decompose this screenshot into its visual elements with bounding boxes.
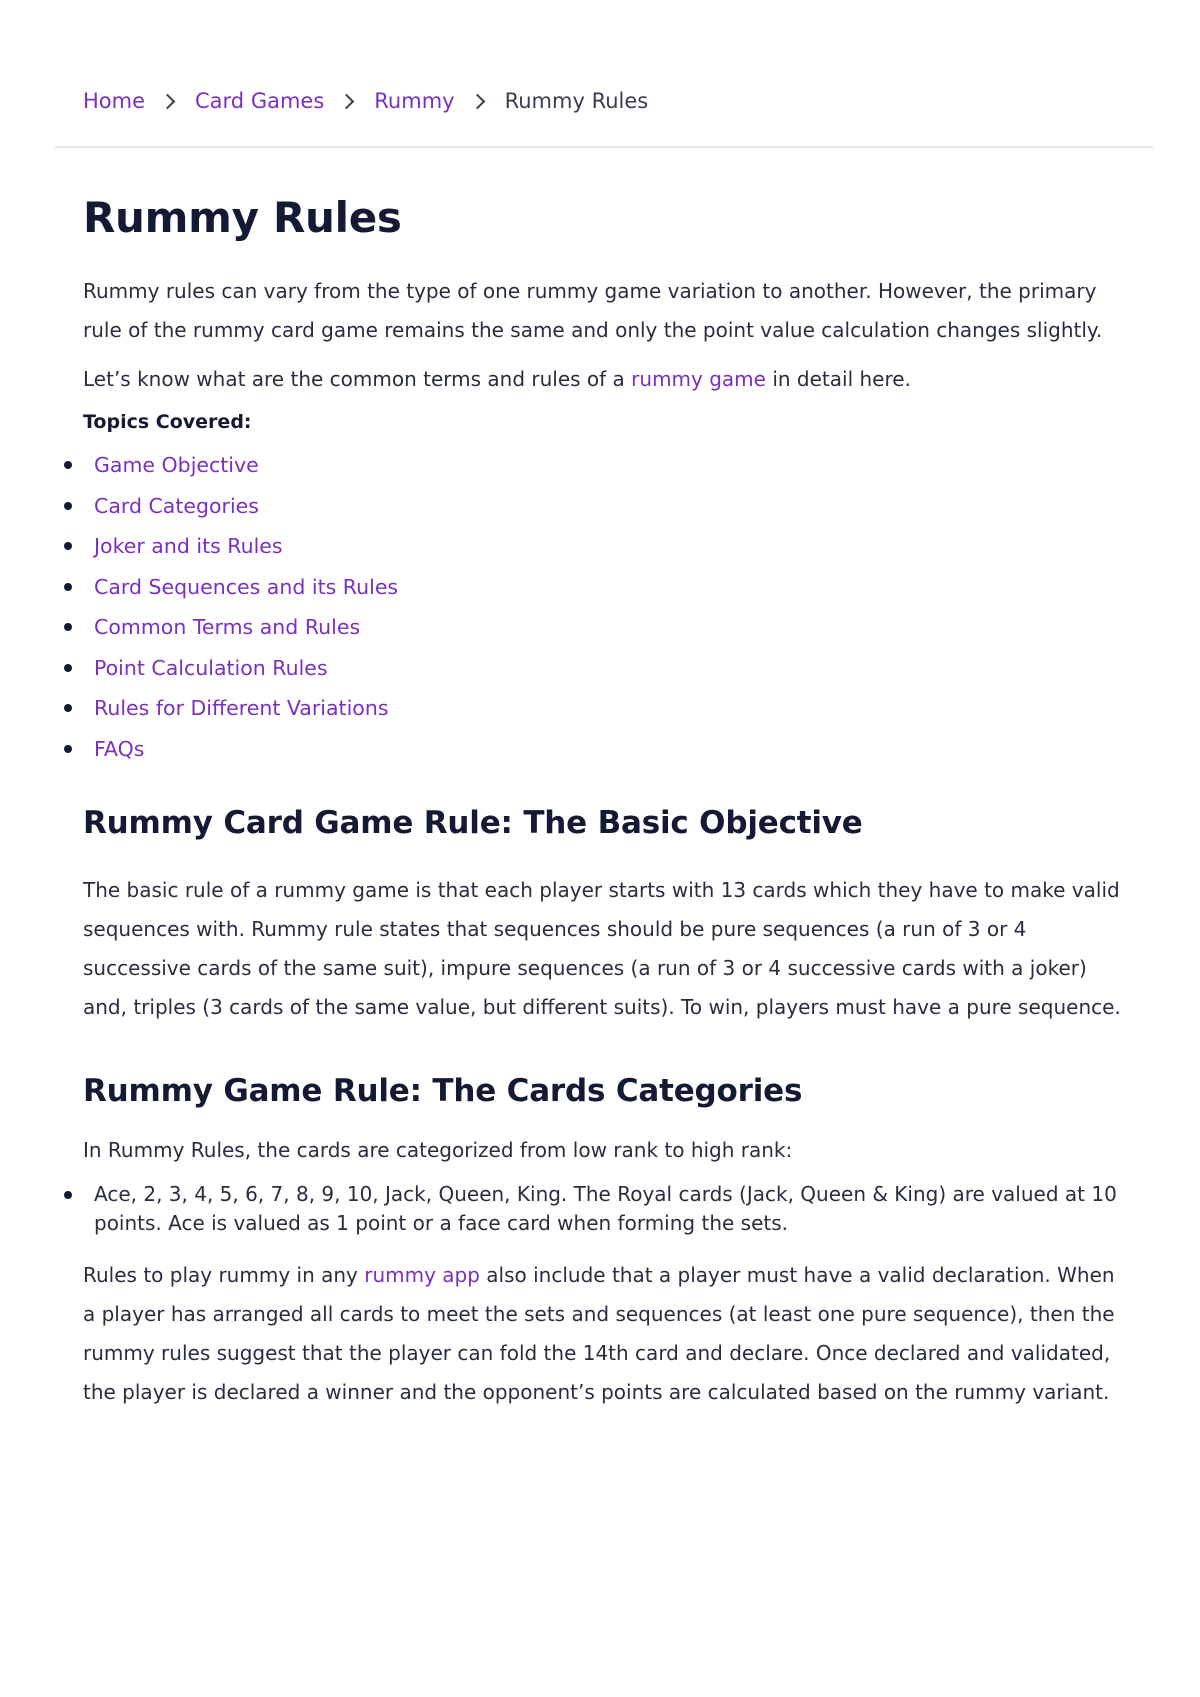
bullet-icon [64,623,72,631]
rummy-game-link[interactable]: rummy game [631,367,766,391]
list-item [64,486,1123,527]
topic-link-card-categories[interactable]: Card Categories [94,493,259,518]
topic-link-point-calculation[interactable]: Point Calculation Rules [94,655,328,680]
declaration-paragraph [83,1256,1123,1412]
page-title: Rummy Rules [83,193,402,242]
intro-text-end: in detail here. [765,367,911,391]
intro-paragraph: Rummy rules can vary from the type of one rummy game variation to another. However, the primary rule of the rummy card game remains the same and only the point value calculation changes slightly. [83,279,1103,342]
bullet-icon [64,1191,72,1199]
list-item [64,688,1123,729]
article-content [83,188,1123,1412]
declaration-text-end: also include that a player must have a valid declaration. When a player has arranged all cards to meet the sets and sequences (at least one pure sequence), then the rummy rules suggest that the player can fold the 14th card and declare. Once declared and validated, the player is declared a winner and the opponent’s points are calculated based on the rummy variant. [83,1263,1115,1404]
chevron-right-icon [339,93,355,109]
intro-text: Let’s know what are the common terms and rules of a [83,367,632,391]
topics-label: Topics Covered: [83,411,252,433]
topics-list [64,445,1123,769]
section-heading-categories: Rummy Game Rule: The Cards Categories [83,1073,803,1109]
card-rank-list [64,1180,1123,1238]
bullet-icon [64,583,72,591]
intro-paragraph-2 [83,360,1123,399]
rummy-app-link[interactable]: rummy app [364,1263,480,1287]
breadcrumb-current: Rummy Rules [504,89,649,113]
list-item [64,567,1123,608]
chevron-right-icon [160,93,176,109]
list-item [64,648,1123,689]
section-heading-objective: Rummy Card Game Rule: The Basic Objective [83,805,863,841]
bullet-icon [64,502,72,510]
header-divider [55,146,1153,148]
bullet-icon [64,664,72,672]
list-item [64,607,1123,648]
topic-link-variations[interactable]: Rules for Different Variations [94,696,389,720]
objective-paragraph: The basic rule of a rummy game is that each player starts with 13 cards which they have to make valid sequences with. Rummy rule states that sequences should be pure sequences (a run of 3 or 4 successive cards of the same suit), impure sequences (a run of 3 or 4 successive cards with a joker) and, triples (3 cards of the same value, but different suits). To win, players must have a pure sequence. [83,878,1121,1019]
list-item [64,1180,1123,1238]
breadcrumb [83,86,648,116]
list-item [64,445,1123,486]
topic-link-game-objective[interactable]: Game Objective [94,453,259,477]
topic-link-common-terms[interactable]: Common Terms and Rules [94,615,361,639]
categories-intro: In Rummy Rules, the cards are categorized from low rank to high rank: [83,1138,793,1162]
breadcrumb-card-games-link[interactable]: Card Games [195,89,325,113]
card-rank-text: Ace, 2, 3, 4, 5, 6, 7, 8, 9, 10, Jack, Queen, King. The Royal cards (Jack, Queen & King) are valued at 10 points. Ace is valued as 1 point or a face card when forming the sets. [94,1182,1117,1235]
bullet-icon [64,542,72,550]
topic-link-card-sequences[interactable]: Card Sequences and its Rules [94,574,399,599]
breadcrumb-rummy-link[interactable]: Rummy [374,89,455,113]
breadcrumb-home-link[interactable]: Home [83,89,146,113]
topic-link-joker-rules[interactable]: Joker and its Rules [94,534,283,558]
bullet-icon [64,461,72,469]
list-item [64,526,1123,567]
declaration-text: Rules to play rummy in any [83,1263,365,1287]
topic-link-faqs[interactable]: FAQs [94,736,145,761]
list-item [64,729,1123,770]
bullet-icon [64,745,72,753]
chevron-right-icon [469,93,485,109]
bullet-icon [64,704,72,712]
